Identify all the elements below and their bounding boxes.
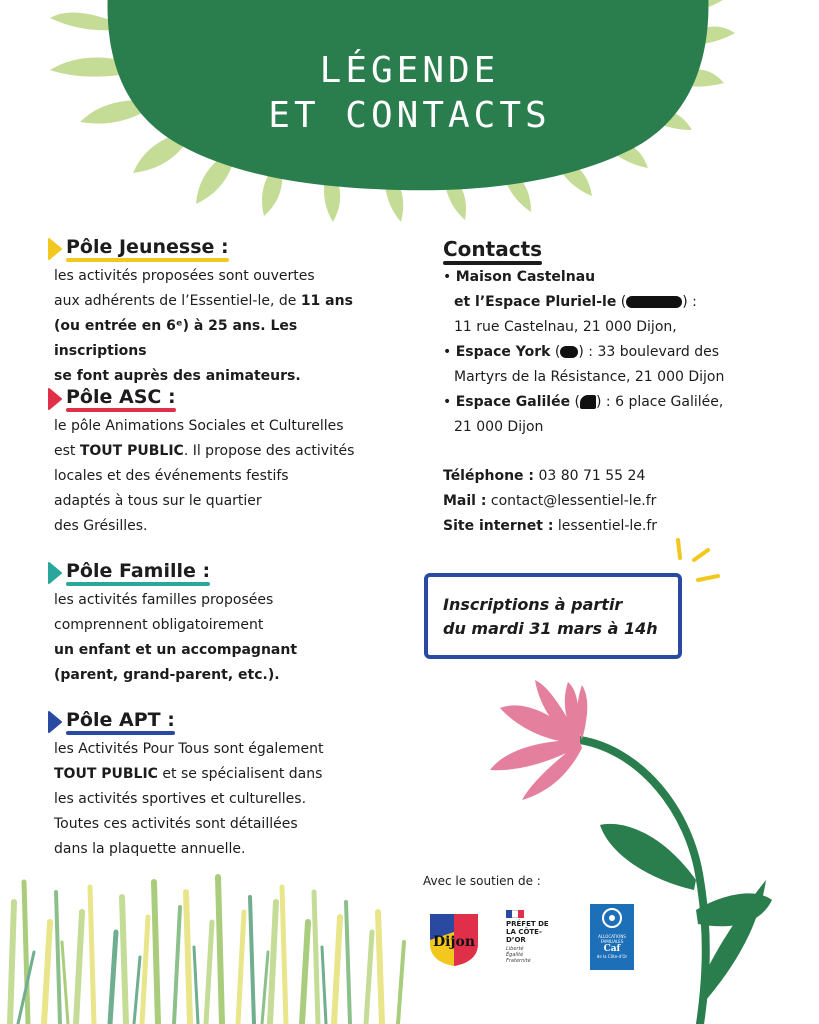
website-line[interactable]: Site internet : lessentiel-le.fr [443,518,658,534]
sponsors-label: Avec le soutien de : [423,874,541,888]
blue-marker-icon [48,711,62,733]
contacts-title: Contacts [443,237,542,261]
yellow-marker-icon [48,238,62,260]
grass-illustration [0,862,410,1024]
galilee-shape-icon [580,395,596,409]
pole-famille-text: les activités familles proposées comprennent obligatoirement un enfant et un accompagnant (parent, grand-parent, etc.). [54,592,298,683]
inscriptions-text: Inscriptions à partir du mardi 31 mars à 14h [443,595,658,638]
prefet-logo: PRÉFET DE LA CÔTE-D’OR Liberté Égalité Fraternité [506,910,568,964]
phone-line: Téléphone : 03 80 71 55 24 [443,468,646,484]
york-shape-icon [560,346,578,358]
contact-list: • Maison Castelnau et l’Espace Pluriel-le ( ) : 11 rue Castelnau, 21 000 Dijon, • Espace York ( ) : 33 boulevard des Martyrs de la Résistance, 21 000 Dijon • Espace Galilée ( ) : 6 place Galilée, 21 000 Dijon [443,269,725,435]
red-marker-icon [48,388,62,410]
teal-marker-icon [48,562,62,584]
mail-line[interactable]: Mail : contact@lessentiel-le.fr [443,493,657,509]
page-title-line2: ET CONTACTS [268,95,551,136]
pole-famille-title: Pôle Famille : [66,560,210,582]
pole-asc-title: Pôle ASC : [66,386,176,408]
caf-logo: ALLOCATIONS FAMILIALES Caf de la Côte-d’Or [590,904,634,970]
contact-info [443,464,657,539]
page-title-line1: LÉGENDE [319,50,500,91]
pole-apt-title: Pôle APT : [66,709,175,731]
pole-asc-text: le pôle Animations Sociales et Culturelles est TOUT PUBLIC. Il propose des activités locales et des événements festifs adaptés à tous sur le quartier des Grésilles. [54,418,355,534]
pole-apt-text: les Activités Pour Tous sont également TOUT PUBLIC et se spécialisent dans les activités sportives et culturelles. Toutes ces activités sont détaillées dans la plaquette annuelle. [54,741,324,857]
pink-flower-illustration [460,680,790,1024]
dijon-logo: Dijon [428,912,480,966]
pole-jeunesse-title: Pôle Jeunesse : [66,236,229,258]
caf-emblem-icon [590,904,634,934]
pluriel-shape-icon [626,296,682,308]
pole-jeunesse-text: les activités proposées sont ouvertes aux adhérents de l’Essentiel-le, de 11 ans (ou entrée en 6ᵉ) à 25 ans. Les inscriptions se font auprès des animateurs. [54,268,353,384]
